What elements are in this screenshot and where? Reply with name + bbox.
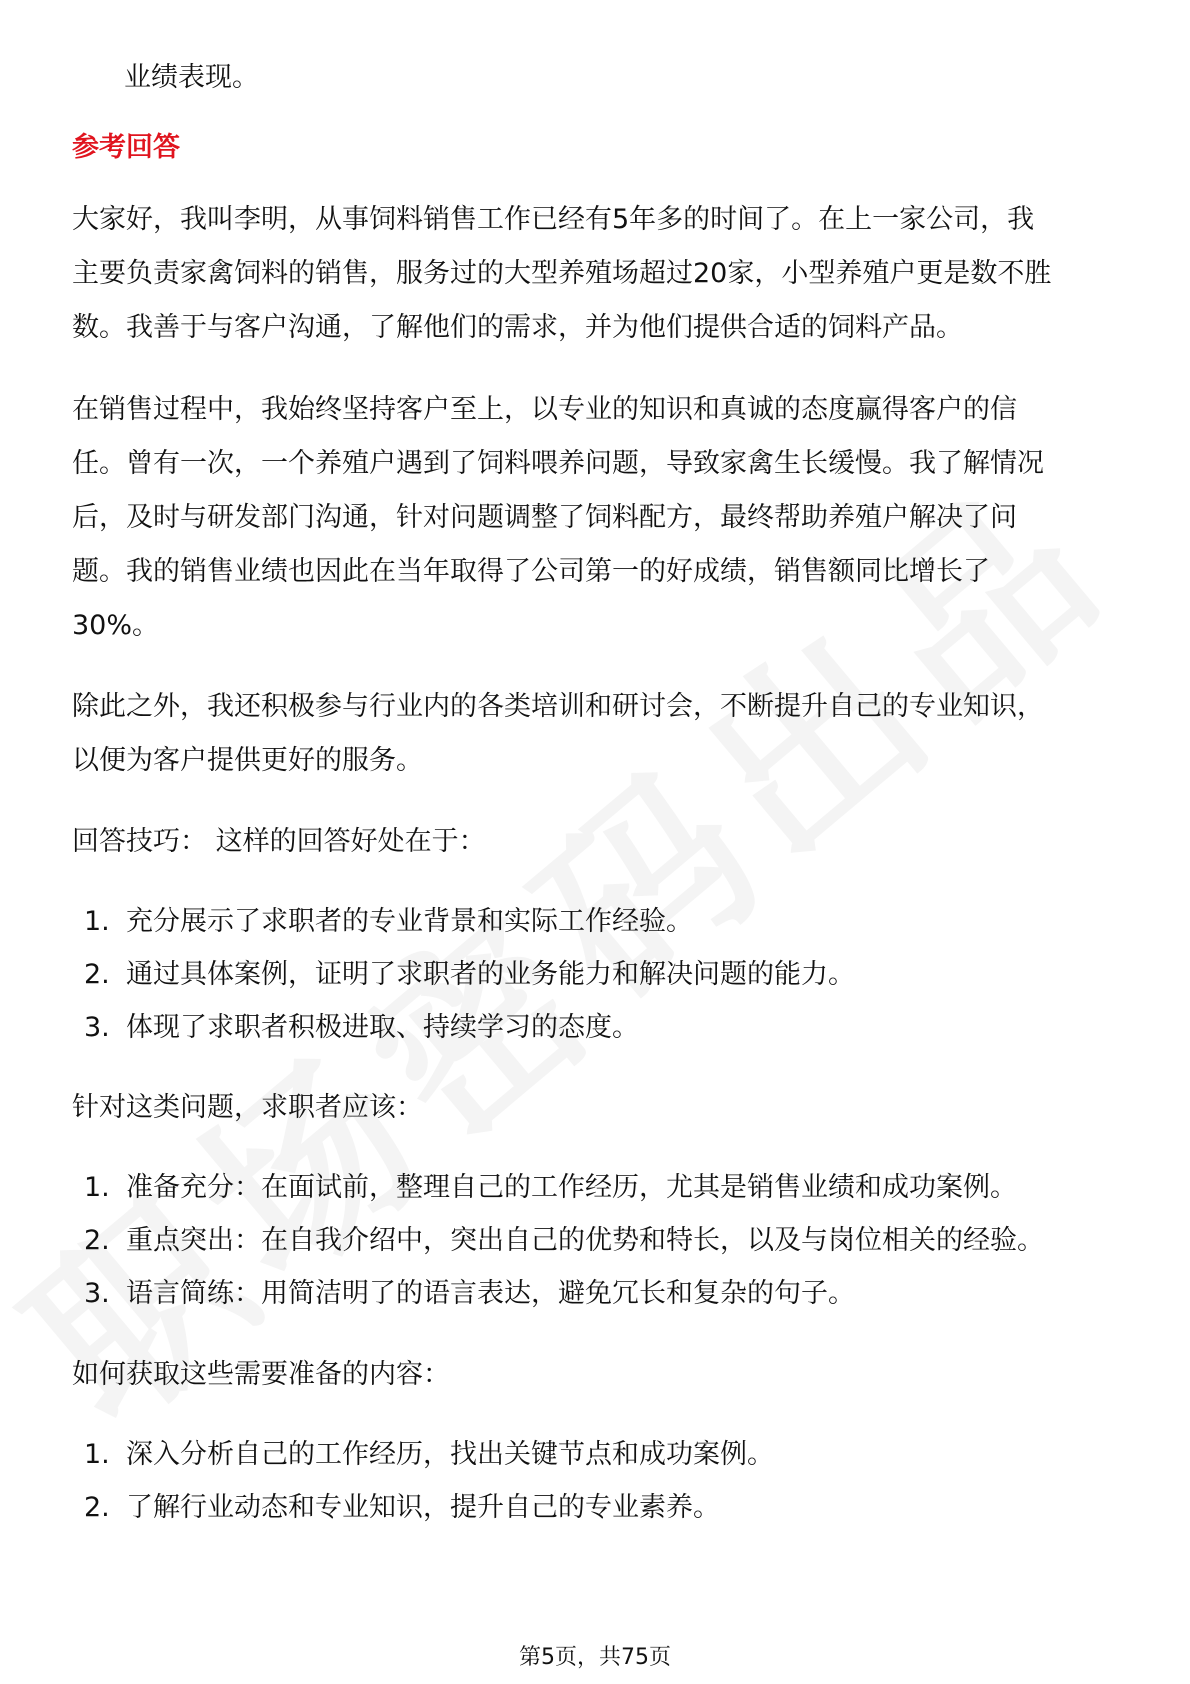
list-text: 深入分析自己的工作经历，找出关键节点和成功案例。 (126, 1439, 774, 1470)
should-heading: 针对这类问题，求职者应该： (72, 1092, 423, 1123)
tips-heading: 回答技巧： 这样的回答好处在于： (72, 826, 486, 857)
paragraph-line: 以便为客户提供更好的服务。 (72, 745, 423, 776)
list-number: 3. (84, 1278, 110, 1309)
section-title: 参考回答 (72, 132, 180, 163)
list-text: 语言简练：用简洁明了的语言表达，避免冗长和复杂的句子。 (126, 1278, 855, 1309)
paragraph-line: 除此之外，我还积极参与行业内的各类培训和研讨会，不断提升自己的专业知识， (72, 691, 1044, 722)
list-text: 体现了求职者积极进取、持续学习的态度。 (126, 1012, 639, 1043)
paragraph-line: 30%。 (72, 610, 160, 641)
list-number: 1. (84, 906, 110, 937)
paragraph-line: 题。我的销售业绩也因此在当年取得了公司第一的好成绩，销售额同比增长了 (72, 556, 990, 587)
list-item (84, 904, 693, 940)
list-item (84, 1490, 720, 1526)
list-item (84, 1437, 774, 1473)
list-number: 1. (84, 1439, 110, 1470)
paragraph-line: 主要负责家禽饲料的销售，服务过的大型养殖场超过20家，小型养殖户更是数不胜 (72, 258, 1052, 289)
list-number: 2. (84, 959, 110, 990)
list-text: 充分展示了求职者的专业背景和实际工作经验。 (126, 906, 693, 937)
list-item (84, 1010, 639, 1046)
paragraph-line: 在销售过程中，我始终坚持客户至上，以专业的知识和真诚的态度赢得客户的信 (72, 394, 1017, 425)
list-number: 2. (84, 1225, 110, 1256)
paragraph-line: 后，及时与研发部门沟通，针对问题调整了饲料配方，最终帮助养殖户解决了问 (72, 502, 1017, 533)
list-text: 准备充分：在面试前，整理自己的工作经历，尤其是销售业绩和成功案例。 (126, 1172, 1017, 1203)
list-item (84, 1276, 855, 1312)
list-number: 2. (84, 1492, 110, 1523)
list-item (84, 957, 855, 993)
paragraph-line: 任。曾有一次，一个养殖户遇到了饲料喂养问题，导致家禽生长缓慢。我了解情况 (72, 448, 1044, 479)
prepare-heading: 如何获取这些需要准备的内容： (72, 1359, 450, 1390)
paragraph-line: 数。我善于与客户沟通，了解他们的需求，并为他们提供合适的饲料产品。 (72, 312, 963, 343)
list-text: 重点突出：在自我介绍中，突出自己的优势和特长，以及与岗位相关的经验。 (126, 1225, 1044, 1256)
list-text: 通过具体案例，证明了求职者的业务能力和解决问题的能力。 (126, 959, 855, 990)
page-number: 第5页，共75页 (519, 1645, 671, 1670)
list-item (84, 1223, 1044, 1259)
list-number: 1. (84, 1172, 110, 1203)
paragraph-line: 大家好，我叫李明，从事饲料销售工作已经有5年多的时间了。在上一家公司，我 (72, 204, 1035, 235)
list-number: 3. (84, 1012, 110, 1043)
list-text: 了解行业动态和专业知识，提升自己的专业素养。 (126, 1492, 720, 1523)
top-line: 业绩表现。 (124, 62, 259, 93)
list-item (84, 1170, 1017, 1206)
